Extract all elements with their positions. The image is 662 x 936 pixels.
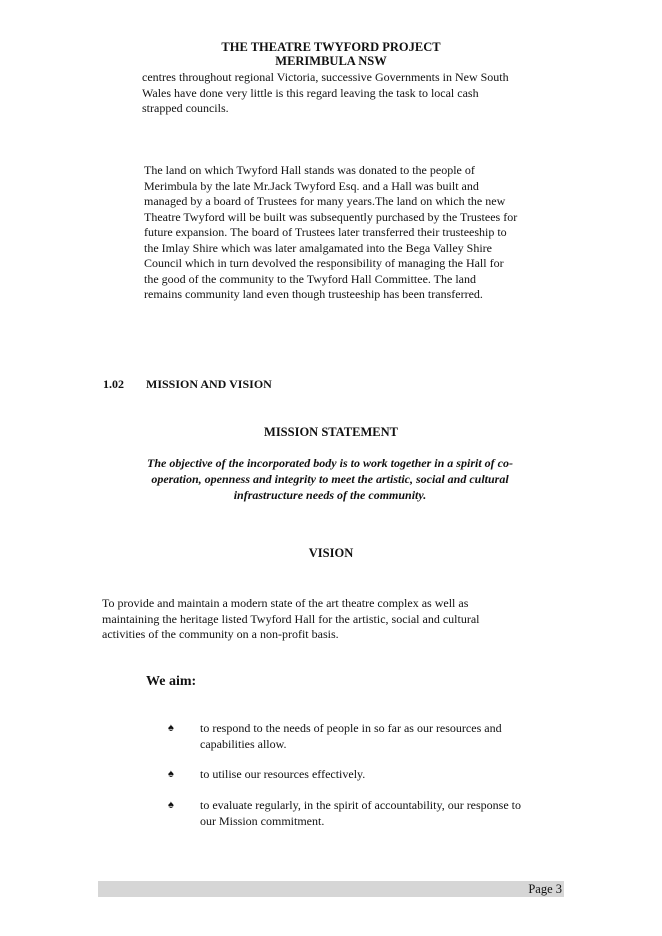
aims-heading: We aim:	[146, 674, 197, 689]
continuation-paragraph: centres throughout regional Victoria, successive Governments in New South Wales have done very little is this regard leaving the task to local cash strapped councils.	[142, 70, 509, 115]
spade-bullet-icon: ♠	[168, 722, 174, 734]
section-title: MISSION AND VISION	[146, 377, 272, 391]
vision-heading: VISION	[308, 546, 354, 560]
aim-text: to evaluate regularly, in the spirit of accountability, our response to our Mission commitment.	[200, 798, 522, 828]
mission-heading: MISSION STATEMENT	[264, 425, 398, 439]
mission-statement: The objective of the incorporated body is to work together in a spirit of co- operation, openness and integrity to meet the artistic, social and cultural infrastructure needs of the community.	[147, 456, 513, 502]
vision-text: To provide and maintain a modern state of the art theatre complex as well as maintaining the heritage listed Twyford Hall for the artistic, social and cultural activities of the community on a non-profit basis.	[102, 596, 480, 641]
document-title: THE THEATRE TWYFORD PROJECT	[221, 40, 441, 54]
spade-bullet-icon: ♠	[168, 799, 174, 811]
aim-text: to respond to the needs of people in so far as our resources and capabilities allow.	[200, 721, 502, 751]
section-number: 1.02	[103, 377, 124, 391]
footer-bar	[98, 881, 564, 897]
land-paragraph: The land on which Twyford Hall stands was donated to the people of Merimbula by the late Mr.Jack Twyford Esq. and a Hall was built and managed by a board of Trustees for many years.The land on which the new Theatre Twyford will be built was subsequently purchased by the Trustees for future expansion. The board of Trustees later transferred their trusteeship to the Imlay Shire which was later amalgamated into the Bega Valley Shire Council which in turn devolved the responsibility of managing the Hall for the good of the community to the Twyford Hall Committee. The land remains community land even though trusteeship has been transferred.	[144, 163, 518, 301]
page-number: Page 3	[528, 882, 562, 896]
document-subtitle: MERIMBULA NSW	[275, 54, 387, 68]
spade-bullet-icon: ♠	[168, 768, 174, 780]
aim-text: to utilise our resources effectively.	[200, 767, 366, 781]
